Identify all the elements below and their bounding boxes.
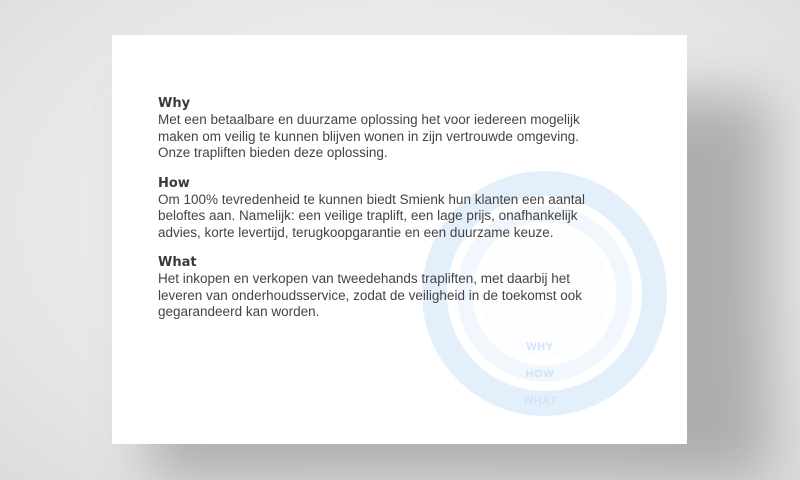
section-why — [158, 96, 608, 162]
section-heading: Why — [158, 96, 191, 111]
text-content — [158, 96, 608, 335]
circle-label-what: WHAT — [522, 395, 558, 407]
section-how — [158, 176, 608, 242]
section-heading: What — [158, 255, 197, 270]
circle-label-why: WHY — [526, 341, 554, 353]
section-heading: How — [158, 175, 190, 191]
section-body: Om 100% tevredenheid te kunnen biedt Smienk hun klanten een aantal beloftes aan. Namelijk: een veilige traplift, een lage prijs, onafhankelijk advies, korte levertijd, terugkoopgarantie en een duurzame keuze. — [158, 191, 586, 240]
circle-label-how: HOW — [525, 368, 555, 380]
section-body: Het inkopen en verkopen van tweedehands trapliften, met daarbij het leveren van onderhoudsservice, zodat de veiligheid in de toekomst ook gegarandeerd kan worden. — [158, 271, 583, 319]
slide-card — [112, 35, 687, 444]
section-body: Met een betaalbare en duurzame oplossing het voor iedereen mogelijk maken om veilig te kunnen blijven wonen in zijn vertrouwde omgeving. Onze trapliften bieden deze oplossing. — [158, 112, 580, 160]
section-what — [158, 255, 608, 321]
